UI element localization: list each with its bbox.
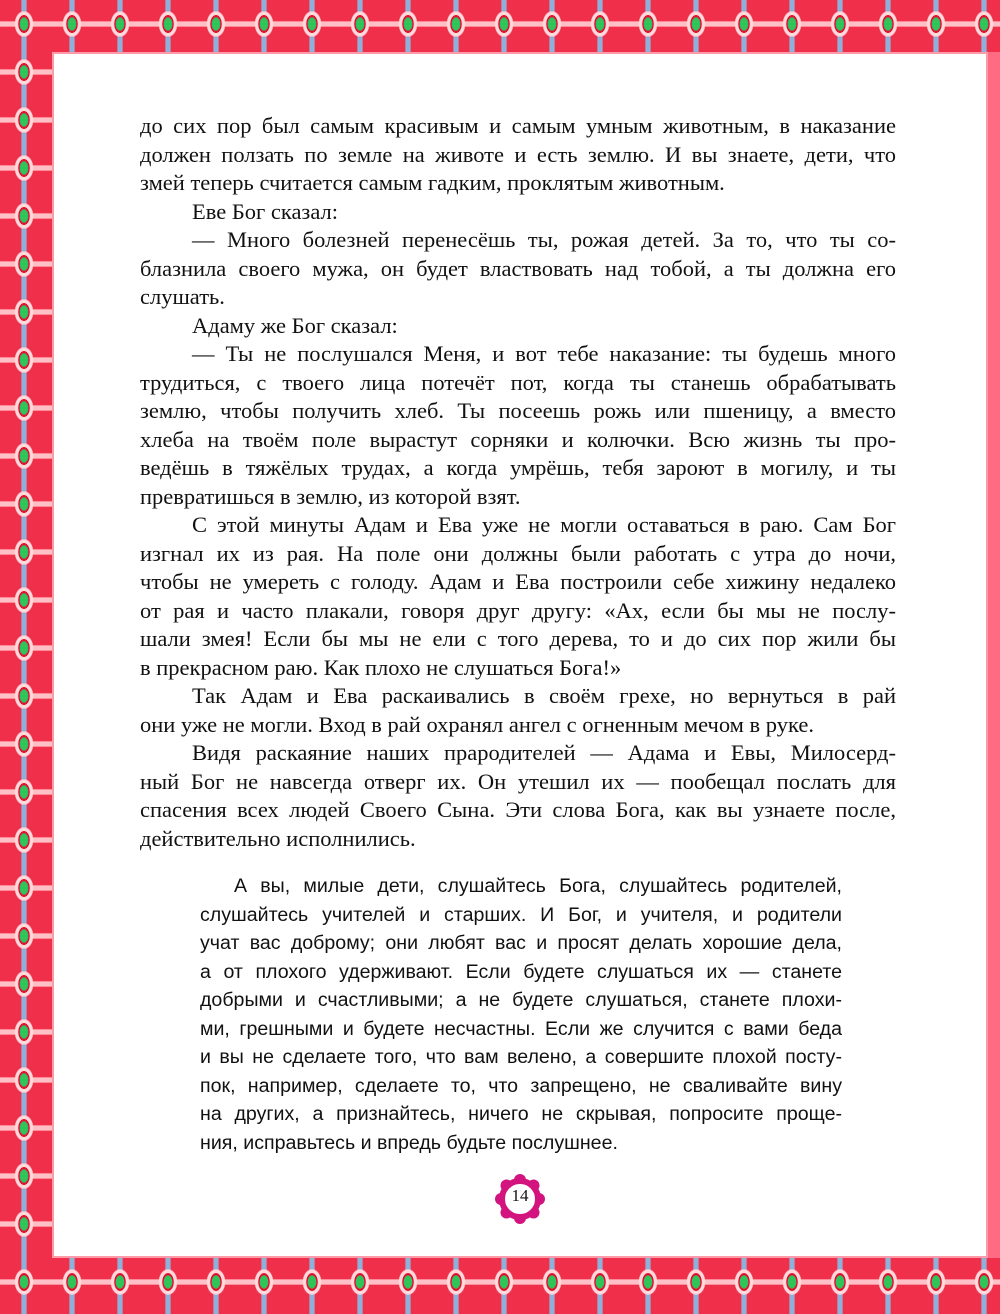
text-line: ный Бог не навсегда отверг их. Он утешил их — пообещал послать для — [140, 768, 896, 794]
text-line: ния, исправьтесь и впредь будьте послушнее. — [200, 1131, 618, 1154]
text-line: слушайтесь учителей и старших. И Бог, и учителя, и родители — [200, 903, 842, 926]
text-line: чтобы не умереть с голоду. Адам и Ева построили себе хижину недалеко — [140, 569, 896, 594]
text-line: землю, чтобы получить хлеб. Ты посеешь рожь или пшеницу, а вместо — [140, 398, 896, 423]
text-line: трудиться, с твоего лица потечёт пот, когда ты станешь обрабатывать — [140, 369, 896, 395]
text-line: спасения всех людей Своего Сына. Эти слова Бога, как вы узнаете после, — [140, 797, 896, 822]
text-line: Адаму же Бог сказал: — [192, 312, 398, 338]
text-line: добрыми и счастливыми; а не будете слушаться, станете плохи- — [200, 989, 842, 1011]
text-line: и вы не сделаете того, что вам велено, а совершите плохой посту- — [200, 1046, 842, 1068]
text-line: до сих пор был самым красивым и самым умным животным, в наказание — [140, 113, 896, 138]
text-line: должен ползать по земле на животе и есть землю. И вы знаете, дети, что — [140, 141, 896, 167]
text-line: изгнал их из рая. На поле они должны были работать с утра до ночи, — [140, 540, 896, 566]
text-line: слушать. — [140, 284, 225, 309]
ornamental-border-bottom — [0, 1258, 1000, 1314]
page-number: 14 — [511, 1186, 529, 1205]
text-line: ми, грешными и будете несчастны. Если же случится с вами беда — [200, 1017, 842, 1040]
border-right — [988, 52, 1000, 1258]
text-line: Так Адам и Ева раскаивались в своём грехе, но вернуться в рай — [192, 683, 896, 708]
ornamental-border-top — [0, 0, 1000, 52]
text-line: А вы, милые дети, слушайтесь Бога, слушайтесь родителей, — [234, 875, 842, 897]
text-line: С этой минуты Адам и Ева уже не могли оставаться в раю. Сам Бог — [192, 512, 896, 537]
text-line: — Много болезней перенесёшь ты, рожая детей. За то, что ты со- — [192, 227, 896, 252]
text-line: превратишься в землю, из которой взят. — [140, 483, 521, 509]
text-line: действительно исполнились. — [140, 825, 416, 851]
text-line: Видя раскаяние наших прародителей — Адама и Евы, Милосерд- — [192, 740, 896, 765]
ornamental-border-left — [0, 0, 52, 1314]
text-line: на других, а признайтесь, ничего не скрывая, попросите проще- — [200, 1103, 842, 1125]
text-line: — Ты не послушался Меня, и вот тебе наказание: ты будешь много — [192, 341, 896, 366]
text-line: Еве Бог сказал: — [192, 198, 338, 224]
page-number-badge — [494, 1173, 546, 1225]
text-line: пок, например, сделаете то, что запрещено, не сваливайте вину — [200, 1074, 842, 1097]
text-line: хлеба на твоём поле вырастут сорняки и колючки. Всю жизнь ты про- — [140, 426, 896, 452]
text-line: от рая и часто плакали, говоря друг другу: «Ах, если бы мы не послу- — [140, 597, 896, 623]
text-line: они уже не могли. Вход в рай охранял ангел с огненным мечом в руке. — [140, 711, 814, 737]
text-line: ведёшь в тяжёлых трудах, а когда умрёшь, тебя зароют в могилу, и ты — [140, 455, 896, 480]
text-line: змей теперь считается самым гадким, проклятым животным. — [140, 170, 725, 195]
text-line: шали змея! Если бы мы не ели с того дерева, то и до сих пор жили бы — [140, 626, 896, 651]
text-line: учат вас доброму; они любят вас и просят делать хорошие дела, — [200, 932, 842, 954]
moral-note — [200, 872, 842, 1157]
text-line: в прекрасном раю. Как плохо не слушаться Бога!» — [140, 654, 622, 680]
text-line: блазнила своего мужа, он будет властвовать над тобой, а ты должна его — [140, 255, 896, 281]
main-text — [140, 112, 896, 853]
text-line: а от плохого удерживают. Если будете слушаться их — станете — [200, 960, 842, 983]
